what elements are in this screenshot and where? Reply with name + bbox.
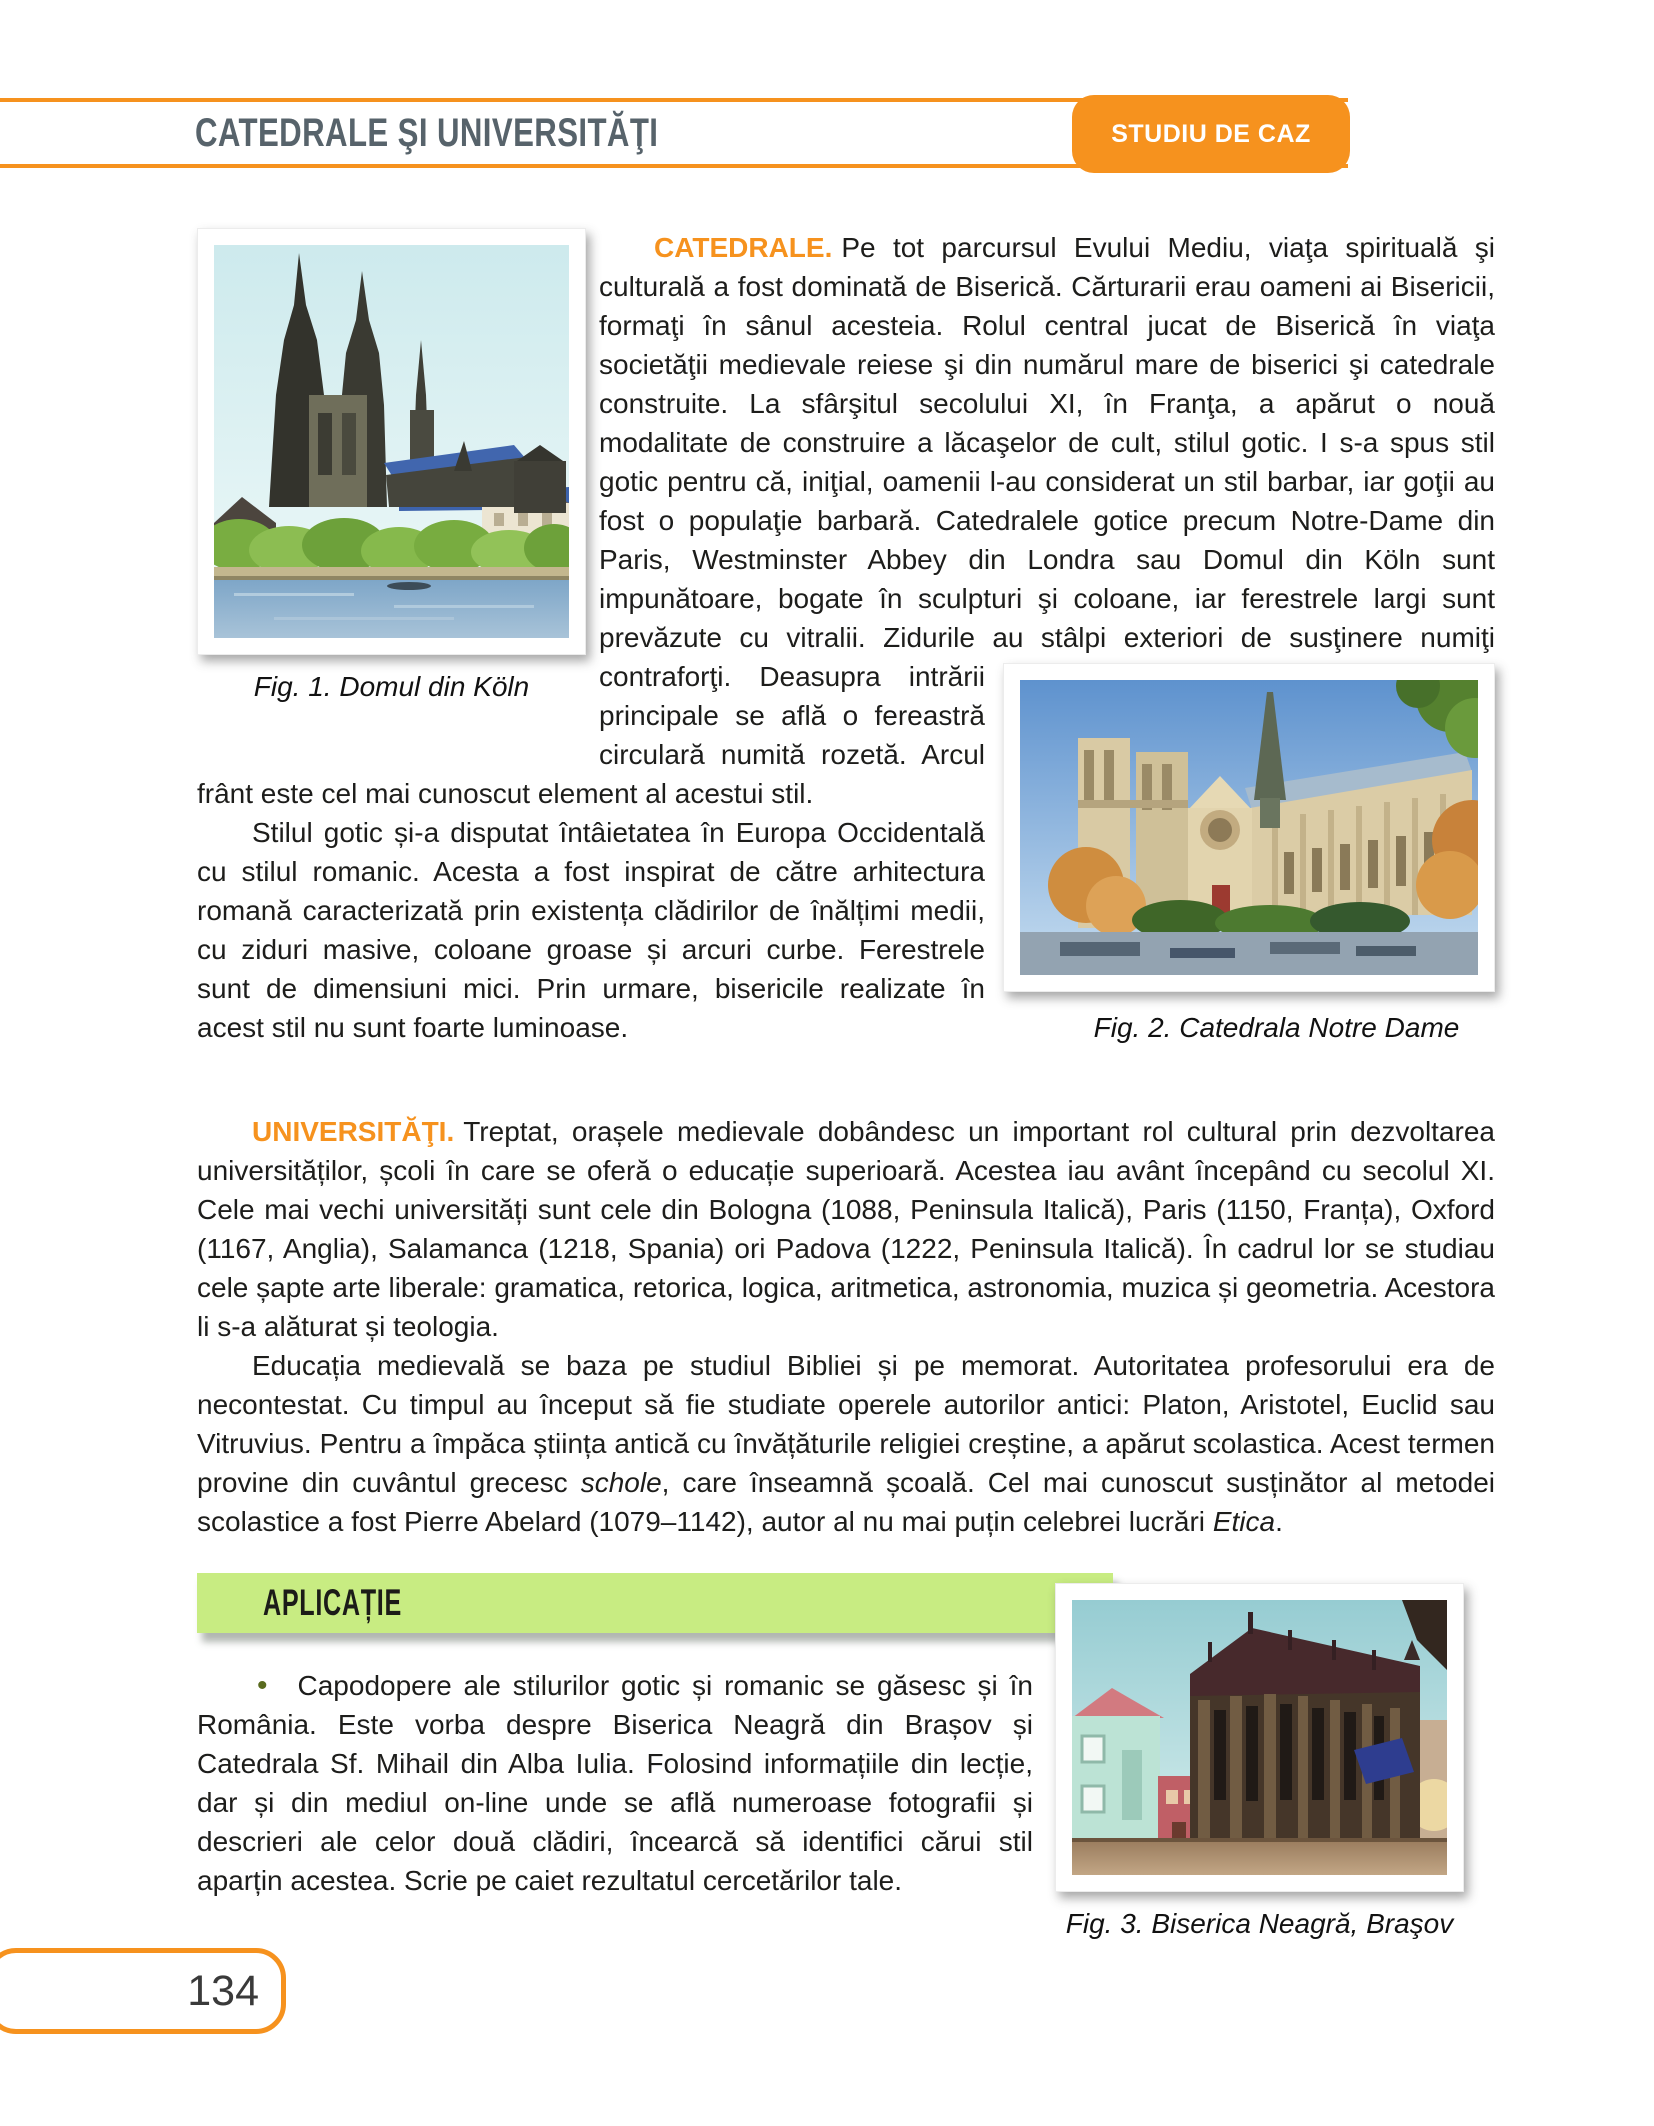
catedrale-lead-word: CATEDRALE. (654, 232, 833, 263)
koln-photo-frame (197, 228, 586, 655)
paragraph-universitati-2 (197, 1346, 1495, 1541)
case-study-badge: STUDIU DE CAZ (1072, 95, 1350, 173)
paragraph-universitati-1 (197, 1112, 1495, 1346)
aplicatie-text: Capodopere ale stilurilor gotic și romanic se găsesc și în România. Este vorba despre Biserica Neagră din Brașov și Catedrala Sf. Mihail din Alba Iulia. Folosind informațiile din lecție, dar și din mediul on-line unde se află numeroase fotografii și descrieri ale celor două clădiri, încearcă să identifici cărui stil aparțin acestea. Scrie pe caiet rezultatul cercetărilor tale. (197, 1670, 1033, 1896)
aplicatie-body (197, 1666, 1033, 1900)
page-number: 134 (187, 1967, 259, 2015)
chapter-title: CATEDRALE ŞI UNIVERSITĂŢI (195, 111, 659, 155)
figure3-caption: Fig. 3. Biserica Neagră, Braşov (1065, 1908, 1454, 1939)
catedrale-para1-part-b: contraforţi. Deasupra intrării principale se află o fereastră circulară numită rozetă. Arcul frânt este cel mai cunoscut element al acestui stil. (197, 661, 985, 809)
notre-dame-image (1020, 680, 1478, 975)
aplicatie-header-bar (197, 1573, 1113, 1633)
universitati-para2-part-a: Educația medievală se baza pe studiul Bibliei și pe memorat. Autoritatea profesorului era de necontestat. Cu timpul au început să fie studiate operele autorilor antici: Platon, Aristotel, Euclid sau Vitruvius. Pentru a împăca știința antică cu învățăturile religiei creștine, a apărut scolastica. Acest termen provine din cuvântul grecesc (197, 1350, 1495, 1498)
koln-cathedral-image (214, 245, 569, 638)
figure1-caption: Fig. 1. Domul din Köln (253, 671, 530, 702)
section-catedrale (197, 228, 1495, 1057)
figure-biserica-neagra (1055, 1583, 1464, 1940)
catedrale-para1-part-a: Pe tot parcursul Evului Mediu, viaţa spirituală şi culturală a fost dominată de Biserică. Cărturarii erau oameni ai Bisericii, formaţi în sânul acesteia. Rolul central jucat de Biserică în viaţa societăţii medievale reiese şi din numărul mare de biserici şi catedrale construite. La sfârşitul secolului XI, în Franţa, a apărut o nouă modalitate de construire a lăcaşelor de cult, stilul gotic. I s-a spus stil gotic pentru că, iniţial, oamenii l-au considerat un stil barbar, iar goţii au fost o populaţie barbară. Catedralele gotice precum Notre-Dame din Paris, Westminster Abbey din Londra sau Domul din Köln sunt impunătoare, bogate în sculpturi şi coloane, iar ferestrele largi sunt prevăzute cu vitralii. Zidurile au stâlpi exteriori de susţinere numiţi (599, 232, 1495, 653)
notre-dame-photo-frame (1003, 663, 1495, 992)
universitati-para1-text: Treptat, orașele medievale dobândesc un important rol cultural prin dezvoltarea universităților, școli în care se oferă o educație superioară. Acestea iau avânt începând cu secolul XI. Cele mai vechi universități sunt cele din Bologna (1088, Peninsula Italică), Paris (1150, Franța), Oxford (1167, Anglia), Salamanca (1218, Spania) ori Padova (1222, Peninsula Italică). În cadrul lor se studiau cele șapte arte liberale: gramatica, retorica, logica, aritmetica, astronomia, muzica și geometria. Acestora li s-a alăturat și teologia. (197, 1116, 1495, 1342)
italic-title-etica: Etica (1212, 1506, 1276, 1537)
aplicatie-bullet-paragraph (197, 1666, 1033, 1900)
universitati-para2-part-b: , care înseamnă școală. Cel mai cunoscut susținător al metodei scolastice a fost Pierre Abelard (1079–1142), autor al nu mai puțin celebrei lucrări (197, 1467, 1495, 1537)
section-universitati (197, 1112, 1495, 1541)
italic-term-schole: schole (580, 1467, 662, 1498)
universitati-lead-word: UNIVERSITĂŢI. (252, 1116, 455, 1147)
figure-notre-dame (1003, 663, 1495, 1047)
bullet-icon: • (257, 1669, 268, 1702)
biserica-neagra-image (1072, 1600, 1447, 1875)
figure2-caption: Fig. 2. Catedrala Notre Dame (1093, 1012, 1460, 1043)
page-number-box (0, 1948, 286, 2034)
aplicatie-title: APLICAȚIE (263, 1582, 402, 1623)
paragraph-catedrale-2: Stilul gotic și-a disputat întâietatea în Europa Occidentală cu stilul romanic. Acesta a fost inspirat de către arhitectura romană caracterizată prin existența clădirilor de înălțimi medii, cu ziduri masive, coloane groase și arcuri curbe. Ferestrele sunt de dimensiuni mici. Prin urmare, bisericile realizate în acest stil nu sunt foarte luminoase. (197, 817, 985, 1043)
biserica-neagra-photo-frame (1055, 1583, 1464, 1892)
universitati-para2-part-c: . (1275, 1506, 1283, 1537)
figure-koln-cathedral (197, 228, 586, 703)
